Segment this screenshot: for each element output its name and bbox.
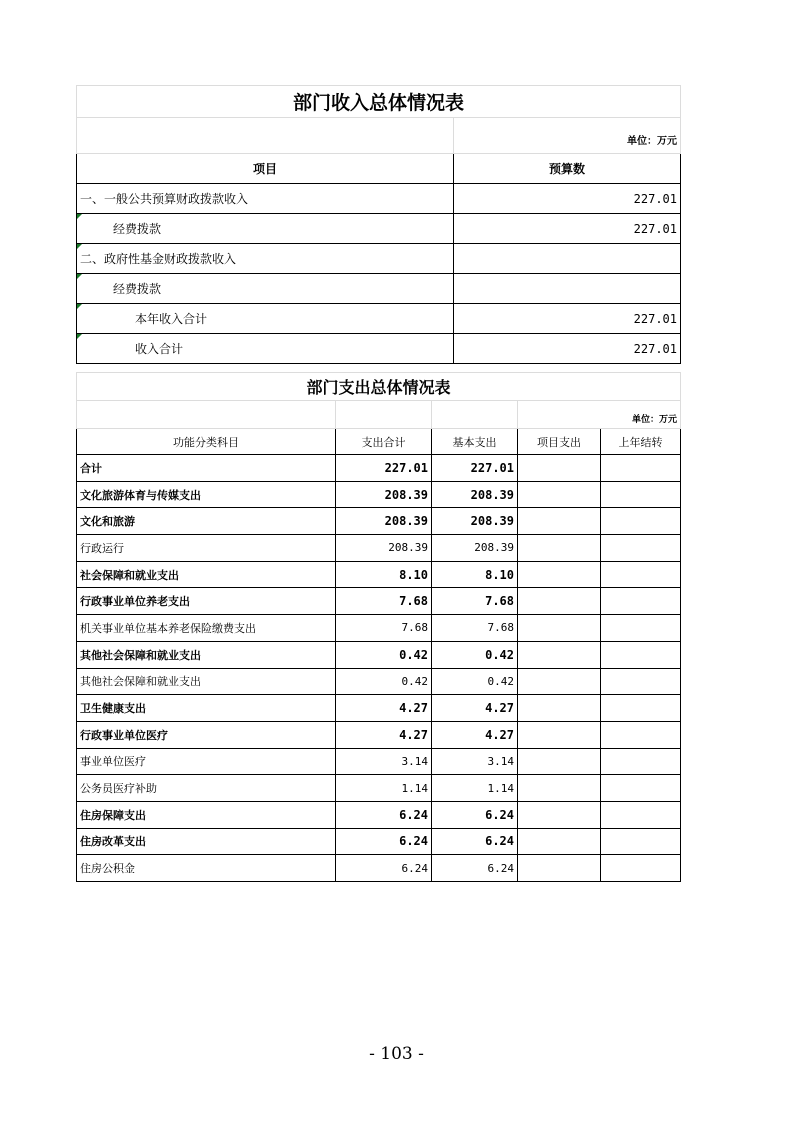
expense-table-row [77, 828, 681, 855]
expense-row-total: 208.39 [336, 481, 432, 508]
expense-row-carryover [601, 508, 681, 535]
income-row-value [454, 274, 681, 304]
income-table-title: 部门收入总体情况表 [77, 86, 681, 118]
expense-header-carryover: 上年结转 [601, 429, 681, 455]
expense-header-project: 项目支出 [518, 429, 601, 455]
expense-row-category: 住房改革支出 [77, 828, 336, 855]
expense-row-basic: 8.10 [432, 561, 518, 588]
income-row-label: 本年收入合计 [77, 304, 454, 334]
income-row-value: 227.01 [454, 304, 681, 334]
expense-row-basic: 0.42 [432, 641, 518, 668]
income-row-value: 227.01 [454, 214, 681, 244]
expense-row-carryover [601, 695, 681, 722]
expense-row-basic: 3.14 [432, 748, 518, 775]
expense-table-row [77, 801, 681, 828]
expense-row-category: 住房公积金 [77, 855, 336, 882]
expense-table-row [77, 615, 681, 642]
expense-header-basic: 基本支出 [432, 429, 518, 455]
expense-row-basic: 208.39 [432, 508, 518, 535]
expense-row-carryover [601, 748, 681, 775]
expense-row-basic: 1.14 [432, 775, 518, 802]
expense-row-project [518, 721, 601, 748]
expense-header-total: 支出合计 [336, 429, 432, 455]
expense-row-category: 公务员医疗补助 [77, 775, 336, 802]
expense-row-category: 机关事业单位基本养老保险缴费支出 [77, 615, 336, 642]
expense-row-basic: 208.39 [432, 481, 518, 508]
expense-row-project [518, 588, 601, 615]
expense-row-carryover [601, 615, 681, 642]
expense-row-project [518, 775, 601, 802]
income-unit-label: 单位：万元 [454, 118, 681, 154]
expense-row-carryover [601, 721, 681, 748]
income-row-label: 经费拨款 [77, 274, 454, 304]
expense-row-basic: 6.24 [432, 828, 518, 855]
expense-row-total: 1.14 [336, 775, 432, 802]
expense-row-project [518, 748, 601, 775]
expense-row-carryover [601, 535, 681, 562]
expense-row-category: 其他社会保障和就业支出 [77, 641, 336, 668]
expense-row-carryover [601, 828, 681, 855]
expense-table-row [77, 508, 681, 535]
expense-table-row [77, 481, 681, 508]
expense-row-total: 227.01 [336, 455, 432, 482]
expense-row-total: 6.24 [336, 855, 432, 882]
expense-row-project [518, 668, 601, 695]
expense-row-category: 住房保障支出 [77, 801, 336, 828]
expense-row-project [518, 508, 601, 535]
expense-row-carryover [601, 775, 681, 802]
expense-table-row [77, 641, 681, 668]
expense-row-total: 6.24 [336, 801, 432, 828]
expense-row-project [518, 855, 601, 882]
income-table [76, 85, 681, 364]
expense-table-row [77, 855, 681, 882]
expense-row-project [518, 695, 601, 722]
expense-row-category: 行政运行 [77, 535, 336, 562]
expense-row-total: 7.68 [336, 588, 432, 615]
expense-row-project [518, 828, 601, 855]
expense-table-row [77, 695, 681, 722]
income-row-label: 一、一般公共预算财政拨款收入 [77, 184, 454, 214]
page-number: - 103 - [369, 1044, 424, 1064]
expense-row-basic: 227.01 [432, 455, 518, 482]
income-row-label: 二、政府性基金财政拨款收入 [77, 244, 454, 274]
expense-row-carryover [601, 455, 681, 482]
expense-row-carryover [601, 481, 681, 508]
income-header-budget: 预算数 [454, 154, 681, 184]
expense-row-category: 事业单位医疗 [77, 748, 336, 775]
income-row-value [454, 244, 681, 274]
expense-row-category: 合计 [77, 455, 336, 482]
expense-row-category: 行政事业单位医疗 [77, 721, 336, 748]
expense-row-carryover [601, 588, 681, 615]
expense-row-category: 社会保障和就业支出 [77, 561, 336, 588]
expense-row-category: 文化和旅游 [77, 508, 336, 535]
expense-row-project [518, 801, 601, 828]
expense-row-total: 0.42 [336, 668, 432, 695]
expense-row-category: 行政事业单位养老支出 [77, 588, 336, 615]
expense-row-project [518, 481, 601, 508]
expense-row-total: 4.27 [336, 695, 432, 722]
expense-row-project [518, 561, 601, 588]
expense-row-basic: 6.24 [432, 801, 518, 828]
expense-table-row [77, 535, 681, 562]
income-header-item: 项目 [77, 154, 454, 184]
expense-row-category: 文化旅游体育与传媒支出 [77, 481, 336, 508]
expense-row-basic: 208.39 [432, 535, 518, 562]
expense-row-project [518, 535, 601, 562]
expense-header-category: 功能分类科目 [77, 429, 336, 455]
expense-row-total: 3.14 [336, 748, 432, 775]
expense-row-category: 卫生健康支出 [77, 695, 336, 722]
expense-row-basic: 4.27 [432, 695, 518, 722]
expense-row-basic: 6.24 [432, 855, 518, 882]
expense-row-carryover [601, 561, 681, 588]
expense-row-project [518, 455, 601, 482]
expense-row-total: 208.39 [336, 508, 432, 535]
expense-table-row [77, 721, 681, 748]
expense-row-category: 其他社会保障和就业支出 [77, 668, 336, 695]
expense-table-row [77, 561, 681, 588]
expense-table-row [77, 748, 681, 775]
income-row-label: 经费拨款 [77, 214, 454, 244]
income-row-label: 收入合计 [77, 334, 454, 364]
expense-row-total: 4.27 [336, 721, 432, 748]
expense-row-total: 6.24 [336, 828, 432, 855]
expense-row-basic: 4.27 [432, 721, 518, 748]
expense-row-basic: 7.68 [432, 615, 518, 642]
expense-row-basic: 0.42 [432, 668, 518, 695]
expense-row-total: 8.10 [336, 561, 432, 588]
expense-row-carryover [601, 668, 681, 695]
expense-row-project [518, 615, 601, 642]
expense-row-total: 0.42 [336, 641, 432, 668]
expense-row-carryover [601, 855, 681, 882]
expense-row-project [518, 641, 601, 668]
expense-row-carryover [601, 641, 681, 668]
expense-table-row [77, 588, 681, 615]
expense-row-basic: 7.68 [432, 588, 518, 615]
expense-table-row [77, 775, 681, 802]
income-row-value: 227.01 [454, 184, 681, 214]
expense-row-total: 7.68 [336, 615, 432, 642]
expense-table [76, 372, 681, 882]
expense-table-title: 部门支出总体情况表 [77, 373, 681, 401]
expense-unit-label: 单位：万元 [518, 401, 681, 429]
expense-table-row [77, 455, 681, 482]
expense-table-row [77, 668, 681, 695]
income-row-value: 227.01 [454, 334, 681, 364]
expense-row-carryover [601, 801, 681, 828]
expense-row-total: 208.39 [336, 535, 432, 562]
